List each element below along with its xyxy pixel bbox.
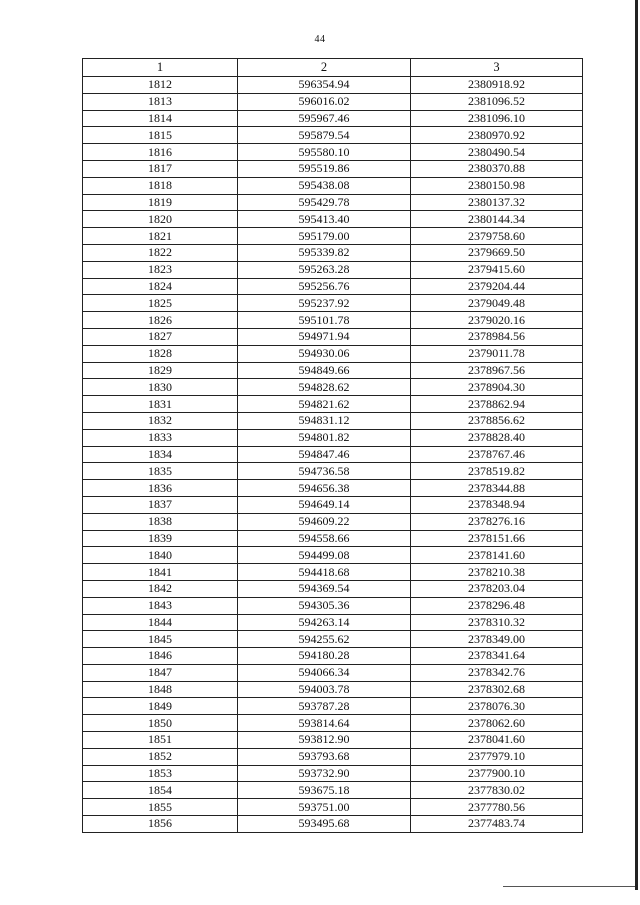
x-coordinate-cell: 593814.64	[238, 715, 411, 732]
y-coordinate-cell: 2378767.46	[411, 446, 583, 463]
point-number-cell: 1846	[83, 648, 238, 665]
table-row	[83, 648, 583, 665]
x-coordinate-cell: 595413.40	[238, 211, 411, 228]
table-row	[83, 93, 583, 110]
y-coordinate-cell: 2380918.92	[411, 77, 583, 94]
table-row	[83, 816, 583, 833]
table-row	[83, 412, 583, 429]
y-coordinate-cell: 2378984.56	[411, 328, 583, 345]
point-number-cell: 1844	[83, 614, 238, 631]
x-coordinate-cell: 595237.92	[238, 295, 411, 312]
point-number-cell: 1834	[83, 446, 238, 463]
y-coordinate-cell: 2378904.30	[411, 379, 583, 396]
x-coordinate-cell: 595879.54	[238, 127, 411, 144]
y-coordinate-cell: 2378342.76	[411, 664, 583, 681]
point-number-cell: 1852	[83, 748, 238, 765]
table-row	[83, 748, 583, 765]
table-row	[83, 362, 583, 379]
y-coordinate-cell: 2378296.48	[411, 597, 583, 614]
table-row	[83, 160, 583, 177]
table-row	[83, 295, 583, 312]
point-number-cell: 1812	[83, 77, 238, 94]
table-row	[83, 480, 583, 497]
page-number: 44	[314, 34, 326, 45]
point-number-cell: 1843	[83, 597, 238, 614]
bottom-margin-line	[503, 886, 635, 887]
point-number-cell: 1817	[83, 160, 238, 177]
x-coordinate-cell: 596016.02	[238, 93, 411, 110]
table-row	[83, 127, 583, 144]
table-row	[83, 664, 583, 681]
point-number-cell: 1819	[83, 194, 238, 211]
x-coordinate-cell: 593793.68	[238, 748, 411, 765]
x-coordinate-cell: 594849.66	[238, 362, 411, 379]
x-coordinate-cell: 595967.46	[238, 110, 411, 127]
column-header-2: 2	[238, 59, 411, 77]
table-row	[83, 261, 583, 278]
point-number-cell: 1814	[83, 110, 238, 127]
x-coordinate-cell: 594736.58	[238, 463, 411, 480]
table-row	[83, 698, 583, 715]
x-coordinate-cell: 594831.12	[238, 412, 411, 429]
point-number-cell: 1848	[83, 681, 238, 698]
y-coordinate-cell: 2378344.88	[411, 480, 583, 497]
table-row	[83, 429, 583, 446]
table-row	[83, 614, 583, 631]
x-coordinate-cell: 595438.08	[238, 177, 411, 194]
table-row	[83, 732, 583, 749]
y-coordinate-cell: 2378348.94	[411, 496, 583, 513]
x-coordinate-cell: 594821.62	[238, 396, 411, 413]
point-number-cell: 1821	[83, 228, 238, 245]
x-coordinate-cell: 595580.10	[238, 144, 411, 161]
point-number-cell: 1828	[83, 345, 238, 362]
point-number-cell: 1827	[83, 328, 238, 345]
point-number-cell: 1842	[83, 580, 238, 597]
point-number-cell: 1824	[83, 278, 238, 295]
x-coordinate-cell: 594558.66	[238, 530, 411, 547]
table-row	[83, 580, 583, 597]
y-coordinate-cell: 2379204.44	[411, 278, 583, 295]
y-coordinate-cell: 2378310.32	[411, 614, 583, 631]
y-coordinate-cell: 2378076.30	[411, 698, 583, 715]
table-row	[83, 312, 583, 329]
x-coordinate-cell: 595263.28	[238, 261, 411, 278]
coordinates-table	[82, 58, 583, 833]
y-coordinate-cell: 2378276.16	[411, 513, 583, 530]
point-number-cell: 1822	[83, 244, 238, 261]
table-row	[83, 547, 583, 564]
table-row	[83, 530, 583, 547]
x-coordinate-cell: 593732.90	[238, 765, 411, 782]
table-row	[83, 513, 583, 530]
x-coordinate-cell: 594828.62	[238, 379, 411, 396]
y-coordinate-cell: 2378349.00	[411, 631, 583, 648]
y-coordinate-cell: 2381096.10	[411, 110, 583, 127]
point-number-cell: 1832	[83, 412, 238, 429]
y-coordinate-cell: 2378519.82	[411, 463, 583, 480]
table-row	[83, 144, 583, 161]
x-coordinate-cell: 595519.86	[238, 160, 411, 177]
table-body	[83, 77, 583, 833]
point-number-cell: 1850	[83, 715, 238, 732]
table-row	[83, 496, 583, 513]
table-row	[83, 396, 583, 413]
table-row	[83, 328, 583, 345]
table-row	[83, 681, 583, 698]
y-coordinate-cell: 2378967.56	[411, 362, 583, 379]
point-number-cell: 1854	[83, 782, 238, 799]
table-header-row	[83, 59, 583, 77]
y-coordinate-cell: 2378862.94	[411, 396, 583, 413]
point-number-cell: 1838	[83, 513, 238, 530]
point-number-cell: 1835	[83, 463, 238, 480]
x-coordinate-cell: 594369.54	[238, 580, 411, 597]
point-number-cell: 1845	[83, 631, 238, 648]
point-number-cell: 1833	[83, 429, 238, 446]
point-number-cell: 1853	[83, 765, 238, 782]
y-coordinate-cell: 2377483.74	[411, 816, 583, 833]
y-coordinate-cell: 2380970.92	[411, 127, 583, 144]
y-coordinate-cell: 2380150.98	[411, 177, 583, 194]
point-number-cell: 1823	[83, 261, 238, 278]
point-number-cell: 1856	[83, 816, 238, 833]
table-row	[83, 278, 583, 295]
x-coordinate-cell: 593495.68	[238, 816, 411, 833]
y-coordinate-cell: 2378302.68	[411, 681, 583, 698]
y-coordinate-cell: 2378203.04	[411, 580, 583, 597]
point-number-cell: 1820	[83, 211, 238, 228]
table-row	[83, 597, 583, 614]
y-coordinate-cell: 2381096.52	[411, 93, 583, 110]
point-number-cell: 1839	[83, 530, 238, 547]
table-row	[83, 77, 583, 94]
point-number-cell: 1815	[83, 127, 238, 144]
point-number-cell: 1829	[83, 362, 238, 379]
x-coordinate-cell: 595179.00	[238, 228, 411, 245]
point-number-cell: 1830	[83, 379, 238, 396]
x-coordinate-cell: 595256.76	[238, 278, 411, 295]
point-number-cell: 1840	[83, 547, 238, 564]
y-coordinate-cell: 2379020.16	[411, 312, 583, 329]
y-coordinate-cell: 2380370.88	[411, 160, 583, 177]
x-coordinate-cell: 594499.08	[238, 547, 411, 564]
table-row	[83, 782, 583, 799]
point-number-cell: 1818	[83, 177, 238, 194]
y-coordinate-cell: 2379049.48	[411, 295, 583, 312]
column-header-1: 1	[83, 59, 238, 77]
point-number-cell: 1849	[83, 698, 238, 715]
y-coordinate-cell: 2378062.60	[411, 715, 583, 732]
table-row	[83, 244, 583, 261]
table-row	[83, 194, 583, 211]
x-coordinate-cell: 594003.78	[238, 681, 411, 698]
y-coordinate-cell: 2378341.64	[411, 648, 583, 665]
x-coordinate-cell: 596354.94	[238, 77, 411, 94]
point-number-cell: 1826	[83, 312, 238, 329]
table-row	[83, 211, 583, 228]
x-coordinate-cell: 593787.28	[238, 698, 411, 715]
point-number-cell: 1841	[83, 564, 238, 581]
x-coordinate-cell: 594847.46	[238, 446, 411, 463]
x-coordinate-cell: 593751.00	[238, 799, 411, 816]
x-coordinate-cell: 594801.82	[238, 429, 411, 446]
x-coordinate-cell: 594255.62	[238, 631, 411, 648]
y-coordinate-cell: 2378828.40	[411, 429, 583, 446]
x-coordinate-cell: 594066.34	[238, 664, 411, 681]
y-coordinate-cell: 2380490.54	[411, 144, 583, 161]
x-coordinate-cell: 594305.36	[238, 597, 411, 614]
x-coordinate-cell: 593812.90	[238, 732, 411, 749]
y-coordinate-cell: 2378151.66	[411, 530, 583, 547]
table-row	[83, 463, 583, 480]
y-coordinate-cell: 2378856.62	[411, 412, 583, 429]
y-coordinate-cell: 2378041.60	[411, 732, 583, 749]
x-coordinate-cell: 594656.38	[238, 480, 411, 497]
point-number-cell: 1855	[83, 799, 238, 816]
y-coordinate-cell: 2379415.60	[411, 261, 583, 278]
x-coordinate-cell: 594971.94	[238, 328, 411, 345]
point-number-cell: 1831	[83, 396, 238, 413]
y-coordinate-cell: 2378141.60	[411, 547, 583, 564]
point-number-cell: 1847	[83, 664, 238, 681]
x-coordinate-cell: 594418.68	[238, 564, 411, 581]
table-row	[83, 564, 583, 581]
y-coordinate-cell: 2379669.50	[411, 244, 583, 261]
table-row	[83, 228, 583, 245]
x-coordinate-cell: 594930.06	[238, 345, 411, 362]
y-coordinate-cell: 2377780.56	[411, 799, 583, 816]
y-coordinate-cell: 2380144.34	[411, 211, 583, 228]
table-row	[83, 765, 583, 782]
y-coordinate-cell: 2378210.38	[411, 564, 583, 581]
table-row	[83, 177, 583, 194]
x-coordinate-cell: 594180.28	[238, 648, 411, 665]
column-header-3: 3	[411, 59, 583, 77]
point-number-cell: 1825	[83, 295, 238, 312]
y-coordinate-cell: 2379011.78	[411, 345, 583, 362]
y-coordinate-cell: 2377900.10	[411, 765, 583, 782]
table-row	[83, 799, 583, 816]
table-row	[83, 110, 583, 127]
table-row	[83, 446, 583, 463]
table-row	[83, 379, 583, 396]
y-coordinate-cell: 2377979.10	[411, 748, 583, 765]
point-number-cell: 1813	[83, 93, 238, 110]
table-row	[83, 631, 583, 648]
x-coordinate-cell: 595101.78	[238, 312, 411, 329]
point-number-cell: 1836	[83, 480, 238, 497]
y-coordinate-cell: 2377830.02	[411, 782, 583, 799]
point-number-cell: 1816	[83, 144, 238, 161]
point-number-cell: 1851	[83, 732, 238, 749]
x-coordinate-cell: 593675.18	[238, 782, 411, 799]
x-coordinate-cell: 595429.78	[238, 194, 411, 211]
x-coordinate-cell: 594263.14	[238, 614, 411, 631]
x-coordinate-cell: 594649.14	[238, 496, 411, 513]
x-coordinate-cell: 595339.82	[238, 244, 411, 261]
page-edge-line	[635, 0, 638, 890]
table-row	[83, 715, 583, 732]
point-number-cell: 1837	[83, 496, 238, 513]
y-coordinate-cell: 2379758.60	[411, 228, 583, 245]
table-row	[83, 345, 583, 362]
y-coordinate-cell: 2380137.32	[411, 194, 583, 211]
x-coordinate-cell: 594609.22	[238, 513, 411, 530]
